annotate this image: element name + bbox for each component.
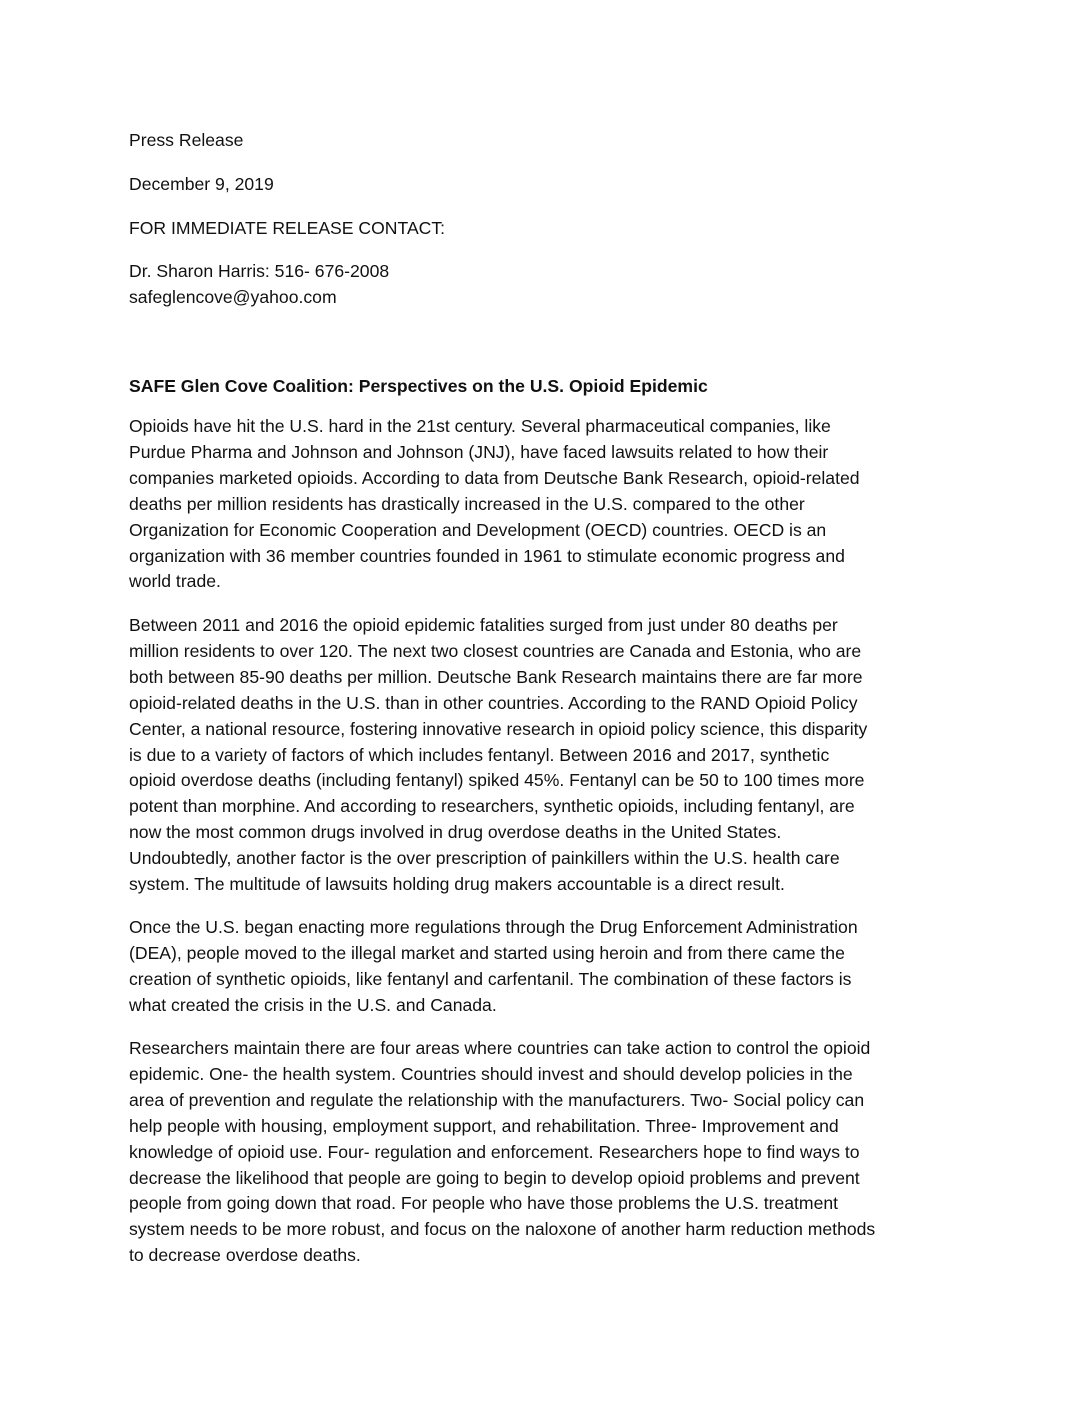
paragraph-line: to decrease overdose deaths. <box>129 1245 361 1266</box>
paragraph-line: million residents to over 120. The next two closest countries are Canada and Estonia, who are <box>129 640 862 661</box>
headline: SAFE Glen Cove Coalition: Perspectives on the U.S. Opioid Epidemic <box>129 376 708 396</box>
paragraph-2 <box>129 613 969 898</box>
paragraph-line: epidemic. One- the health system. Countries should invest and should develop policies in the <box>129 1063 853 1084</box>
paragraph-line: decrease the likelihood that people are going to begin to develop opioid problems and prevent <box>129 1167 860 1188</box>
paragraph-line: Researchers maintain there are four areas where countries can take action to control the opioid <box>129 1038 871 1058</box>
paragraph-line: Organization for Economic Cooperation and Development (OECD) countries. OECD is an <box>129 519 827 540</box>
release-date: December 9, 2019 <box>129 174 274 194</box>
contact-block <box>129 258 389 310</box>
paragraph-line: potent than morphine. And according to researchers, synthetic opioids, including fentanyl, are <box>129 796 855 817</box>
paragraph-line: Between 2011 and 2016 the opioid epidemic fatalities surged from just under 80 deaths per <box>129 615 838 635</box>
paragraph-line: help people with housing, employment support, and rehabilitation. Three- Improvement and <box>129 1115 839 1136</box>
paragraph-line: Once the U.S. began enacting more regulations through the Drug Enforcement Administration <box>129 917 858 937</box>
paragraph-line: both between 85-90 deaths per million. Deutsche Bank Research maintains there are far more <box>129 666 863 687</box>
paragraph-line: area of prevention and regulate the relationship with the manufacturers. Two- Social policy can <box>129 1089 865 1110</box>
paragraph-line: world trade. <box>129 571 221 592</box>
paragraph-line: system. The multitude of lawsuits holding drug makers accountable is a direct result. <box>129 874 785 895</box>
release-line: FOR IMMEDIATE RELEASE CONTACT: <box>129 218 446 238</box>
paragraph-line: people from going down that road. For people who have those problems the U.S. treatment <box>129 1193 839 1214</box>
paragraph-line: creation of synthetic opioids, like fentanyl and carfentanil. The combination of these factors is <box>129 968 852 989</box>
paragraph-line: deaths per million residents has drastically increased in the U.S. compared to the other <box>129 493 805 514</box>
paragraph-line: knowledge of opioid use. Four- regulation and enforcement. Researchers hope to find ways to <box>129 1141 860 1162</box>
paragraph-line: Center, a national resource, fostering innovative research in opioid policy science, this disparity <box>129 718 868 739</box>
paragraph-3 <box>129 915 969 1019</box>
paragraph-line: organization with 36 member countries founded in 1961 to stimulate economic progress and <box>129 545 845 566</box>
paragraph-line: what created the crisis in the U.S. and Canada. <box>129 994 497 1015</box>
doc-type-label: Press Release <box>129 130 244 150</box>
paragraph-line: now the most common drugs involved in drug overdose deaths in the United States. <box>129 822 782 843</box>
paragraph-line: is due to a variety of factors of which includes fentanyl. Between 2016 and 2017, synthetic <box>129 744 830 765</box>
paragraph-line: opioid overdose deaths (including fentanyl) spiked 45%. Fentanyl can be 50 to 100 times more <box>129 770 865 791</box>
contact-email: safeglencove@yahoo.com <box>129 287 337 307</box>
paragraph-line: opioid-related deaths in the U.S. than in other countries. According to the RAND Opioid Policy <box>129 692 858 713</box>
paragraph-line: Undoubtedly, another factor is the over prescription of painkillers within the U.S. health care <box>129 848 840 869</box>
contact-name-phone: Dr. Sharon Harris: 516- 676-2008 <box>129 261 390 281</box>
paragraph-line: Purdue Pharma and Johnson and Johnson (JNJ), have faced lawsuits related to how their <box>129 441 829 462</box>
paragraph-line: (DEA), people moved to the illegal market and started using heroin and from there came the <box>129 942 845 963</box>
paragraph-line: companies marketed opioids. According to data from Deutsche Bank Research, opioid-related <box>129 467 860 488</box>
paragraph-line: Opioids have hit the U.S. hard in the 21st century. Several pharmaceutical companies, like <box>129 416 831 436</box>
paragraph-1 <box>129 414 969 595</box>
paragraph-4 <box>129 1036 969 1269</box>
paragraph-line: system needs to be more robust, and focus on the naloxone of another harm reduction methods <box>129 1219 876 1240</box>
